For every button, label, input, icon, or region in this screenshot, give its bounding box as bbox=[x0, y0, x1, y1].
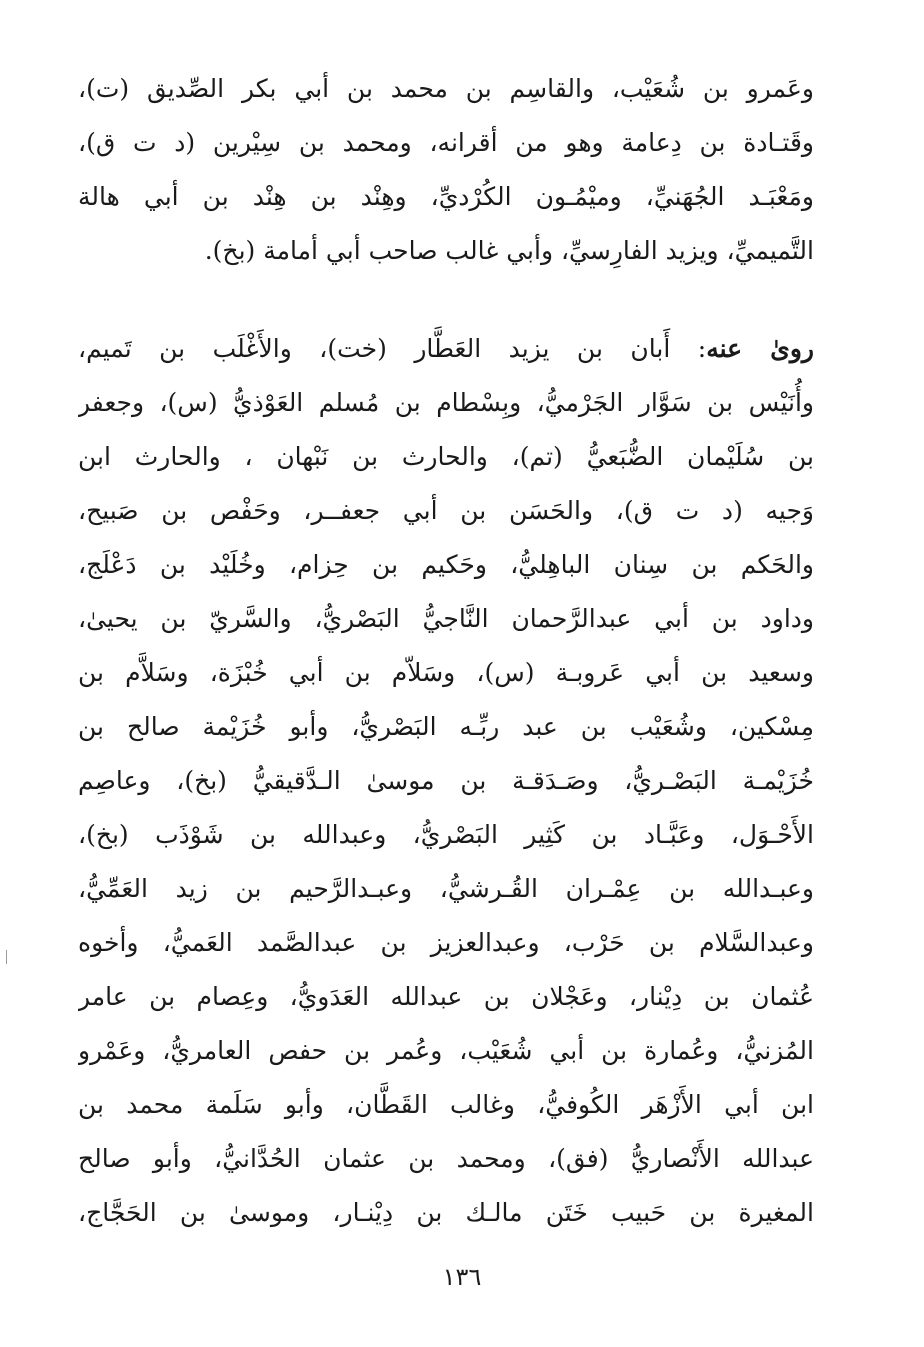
section-lead-word: روىٰ عنه bbox=[706, 334, 814, 363]
text-line: المُزنيُّ، وعُمارة بن أبي شُعَيْب، وعُمر بن حفص العامريُّ، وعَمْرو bbox=[78, 1036, 814, 1065]
text-line: ابن أبي الأَزْهَر الكُوفيُّ، وغالب القَطَّان، وأبو سَلَمة محمد بن bbox=[78, 1090, 814, 1119]
text-line: وعبـدالله بن عِمْـران القُـرشيُّ، وعبـدالرَّحيم بن زيد العَمِّيُّ، bbox=[78, 874, 814, 903]
text-line bbox=[78, 322, 814, 376]
text-line: ومَعْبَـد الجُهَنيِّ، وميْمُـون الكُرْديِّ، وهِنْد بن هِنْد بن أبي هالة bbox=[78, 182, 814, 211]
text-line: مِسْكين، وشُعَيْب بن عبد ربِّـه البَصْريُّ، وأبو خُزَيْمة صالح بن bbox=[78, 712, 814, 741]
text-line: عبدالله الأَنْصاريُّ (فق)، ومحمد بن عثمان الحُدَّانيُّ، وأبو صالح bbox=[78, 1144, 814, 1173]
text-line: وَجيه (د ت ق)، والحَسَن بن أبي جعفــر، وحَفْص بن صَبيح، bbox=[78, 496, 814, 525]
text-line: وعَمرو بن شُعَيْب، والقاسِم بن محمد بن أبي بكر الصِّديق (ت)، bbox=[78, 74, 814, 103]
text-line-rest: : أَبان بن يزيد العَطَّار (خت)، والأَغْلَب بن تَميم، bbox=[78, 334, 707, 363]
text-line: وداود بن أبي عبدالرَّحمان النَّاجيُّ البَصْريُّ، والسَّريّ بن يحيىٰ، bbox=[78, 604, 814, 633]
margin-mark bbox=[6, 950, 7, 964]
text-line: خُزَيْمـة البَصْـريُّ، وصَـدَقـة بن موسىٰ الـدَّقيقيُّ (بخ)، وعاصِم bbox=[78, 766, 814, 795]
text-line: بن سُلَيْمان الضُّبَعيُّ (تم)، والحارث بن نَبْهان ، والحارث ابن bbox=[78, 442, 814, 471]
text-line: وأُنَيْس بن سَوَّار الجَرْميُّ، وبِسْطام بن مُسلم العَوْذيُّ (س)، وجعفر bbox=[78, 388, 814, 417]
text-line: والحَكم بن سِنان الباهِليُّ، وحَكيم بن حِزام، وخُلَيْد بن دَعْلَج، bbox=[78, 550, 814, 579]
text-line: المغيرة بن حَبيب خَتَن مالـك بن دِيْنـار، وموسىٰ بن الحَجَّاج، bbox=[78, 1198, 814, 1227]
text-line: وقَتـادة بن دِعامة وهو من أقرانه، ومحمد بن سِيْرين (د ت ق)، bbox=[78, 128, 814, 157]
page-number: ١٣٦ bbox=[442, 1263, 482, 1291]
text-line: التَّميميِّ، ويزيد الفارِسيِّ، وأبي غالب صاحب أبي أمامة (بخ). bbox=[204, 236, 814, 265]
paragraph-narrators bbox=[78, 322, 814, 1240]
text-line: وسعيد بن أبي عَروبـة (س)، وسَلاّم بن أبي خُبْزَة، وسَلاَّم بن bbox=[78, 658, 814, 687]
text-line: عُثمان بن دِيْنار، وعَجْلان بن عبدالله العَدَويُّ، وعِصام بن عامر bbox=[78, 982, 814, 1011]
text-line: الأَحْـوَل، وعَبَّـاد بن كَثِير البَصْريُّ، وعبدالله بن شَوْذَب (بخ)، bbox=[78, 820, 814, 849]
text-line: وعبدالسَّلام بن حَرْب، وعبدالعزيز بن عبدالصَّمد العَميُّ، وأخوه bbox=[78, 928, 814, 957]
paragraph-teachers-continued bbox=[78, 62, 814, 278]
